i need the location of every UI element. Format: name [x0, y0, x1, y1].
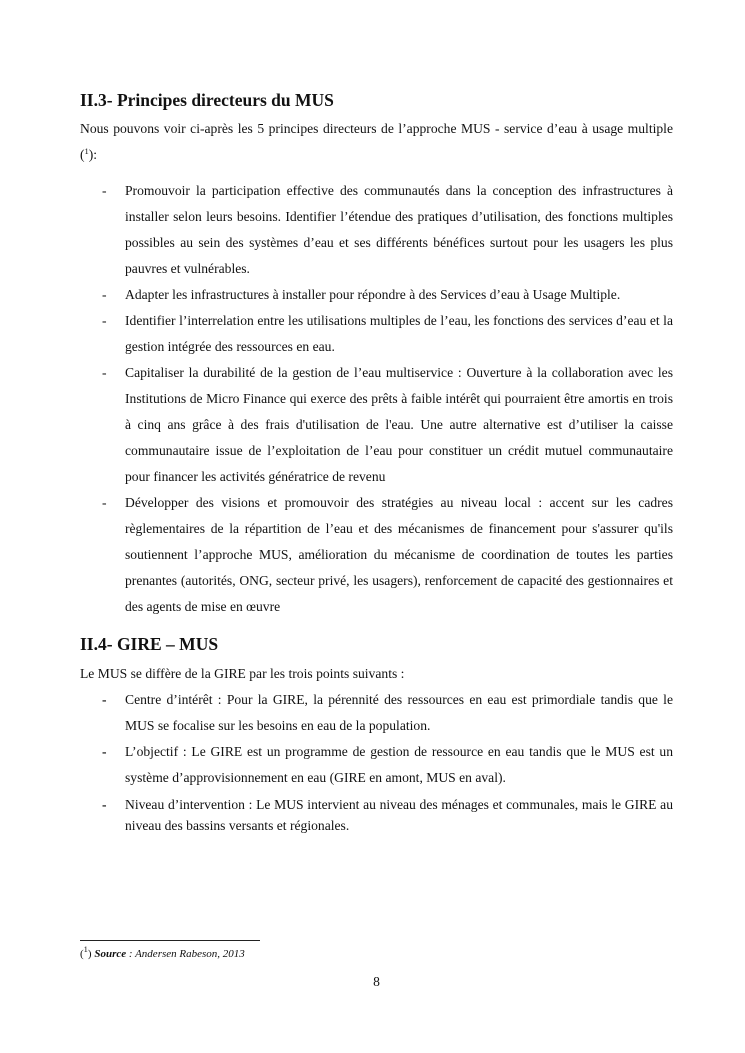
footnote-source-text: : Andersen Rabeson, 2013 [126, 948, 245, 960]
footnote-source-label: Source [94, 948, 127, 960]
section-heading-principes: II.3- Principes directeurs du MUS [80, 90, 334, 110]
list-item-text: Capitaliser la durabilité de la gestion de l’eau multiservice : Ouverture à la collaboration avec les Institutions de Micro Finance qui exerce des prêts à faible intérêt qui pourraient être amortis en trois à cinq ans grâce à des frais d'utilisation de l'eau. Une autre alternative est d’utiliser la caisse communautaire issue de l’exploitation de l’eau pour constituer un crédit mutuel communautaire pour financer les activités génératrice de revenu [125, 365, 673, 484]
list-item [80, 687, 673, 739]
list-item-text: L’objectif : Le GIRE est un programme de gestion de ressource en eau tandis que le MUS est un système d’approvisionnement en eau (GIRE en amont, MUS en aval). [125, 744, 673, 785]
footnote-open: ( [80, 948, 84, 960]
list-item-text: Niveau d’intervention : Le MUS intervient au niveau des ménages et communales, mais le GIRE au niveau des bassins versants et régionales. [125, 797, 673, 833]
bullet-dash: - [102, 287, 107, 302]
page-number: 8 [373, 974, 380, 989]
footnote-marker: 1 [83, 944, 88, 954]
bullet-dash: - [102, 797, 107, 812]
list-item-text: Identifier l’interrelation entre les utilisations multiples de l’eau, les fonctions des services d’eau et la gestion intégrée des ressources en eau. [125, 313, 673, 354]
bullet-dash: - [102, 744, 107, 759]
list-item [80, 178, 673, 282]
list-item [80, 282, 673, 308]
list-item-text: Adapter les infrastructures à installer pour répondre à des Services d’eau à Usage Multiple. [125, 287, 621, 302]
differences-list [80, 687, 673, 836]
bullet-dash: - [102, 495, 107, 510]
list-item-text: Centre d’intérêt : Pour la GIRE, la pérennité des ressources en eau est primordiale tandis que le MUS se focalise sur les besoins en eau de la population. [125, 692, 673, 733]
section-intro-paragraph [80, 116, 673, 168]
intro-end: ): [88, 147, 98, 162]
bullet-dash: - [102, 365, 107, 380]
bullet-dash: - [102, 313, 107, 328]
section2-intro-paragraph: Le MUS se diffère de la GIRE par les trois points suivants : [80, 666, 405, 681]
list-item-text: Développer des visions et promouvoir des stratégies au niveau local : accent sur les cadres règlementaires de la répartition de l’eau et des mécanismes de financement pour s'assurer qu'ils soutiennent l’approche MUS, amélioration du mécanisme de coordination de toutes les parties prenantes (autorités, ONG, secteur privé, les usagers), renforcement de capacité des gestionnaires et des agents de mise en œuvre [125, 495, 673, 614]
bullet-dash: - [102, 692, 107, 707]
list-item [80, 308, 673, 360]
list-item [80, 794, 673, 836]
section-heading-gire-mus: II.4- GIRE – MUS [80, 634, 219, 654]
footnote [80, 944, 245, 961]
principles-list [80, 178, 673, 620]
footnote-reference[interactable]: 1 [84, 146, 89, 156]
footnote-close: ) [87, 948, 92, 960]
list-item [80, 490, 673, 620]
bullet-dash: - [102, 183, 107, 198]
footnote-divider [80, 940, 260, 941]
list-item-text: Promouvoir la participation effective des communautés dans la conception des infrastructures à installer selon leurs besoins. Identifier l’étendue des pratiques d’utilisation, des fonctions multiples possibles au sein des systèmes d’eau et ses différents bénéfices surtout pour les usagers les plus pauvres et vulnérables. [125, 183, 673, 276]
list-item [80, 360, 673, 490]
list-item [80, 739, 673, 791]
intro-text: Nous pouvons voir ci-après les 5 principes directeurs de l’approche MUS - service d’eau à usage multiple ( [80, 121, 673, 162]
